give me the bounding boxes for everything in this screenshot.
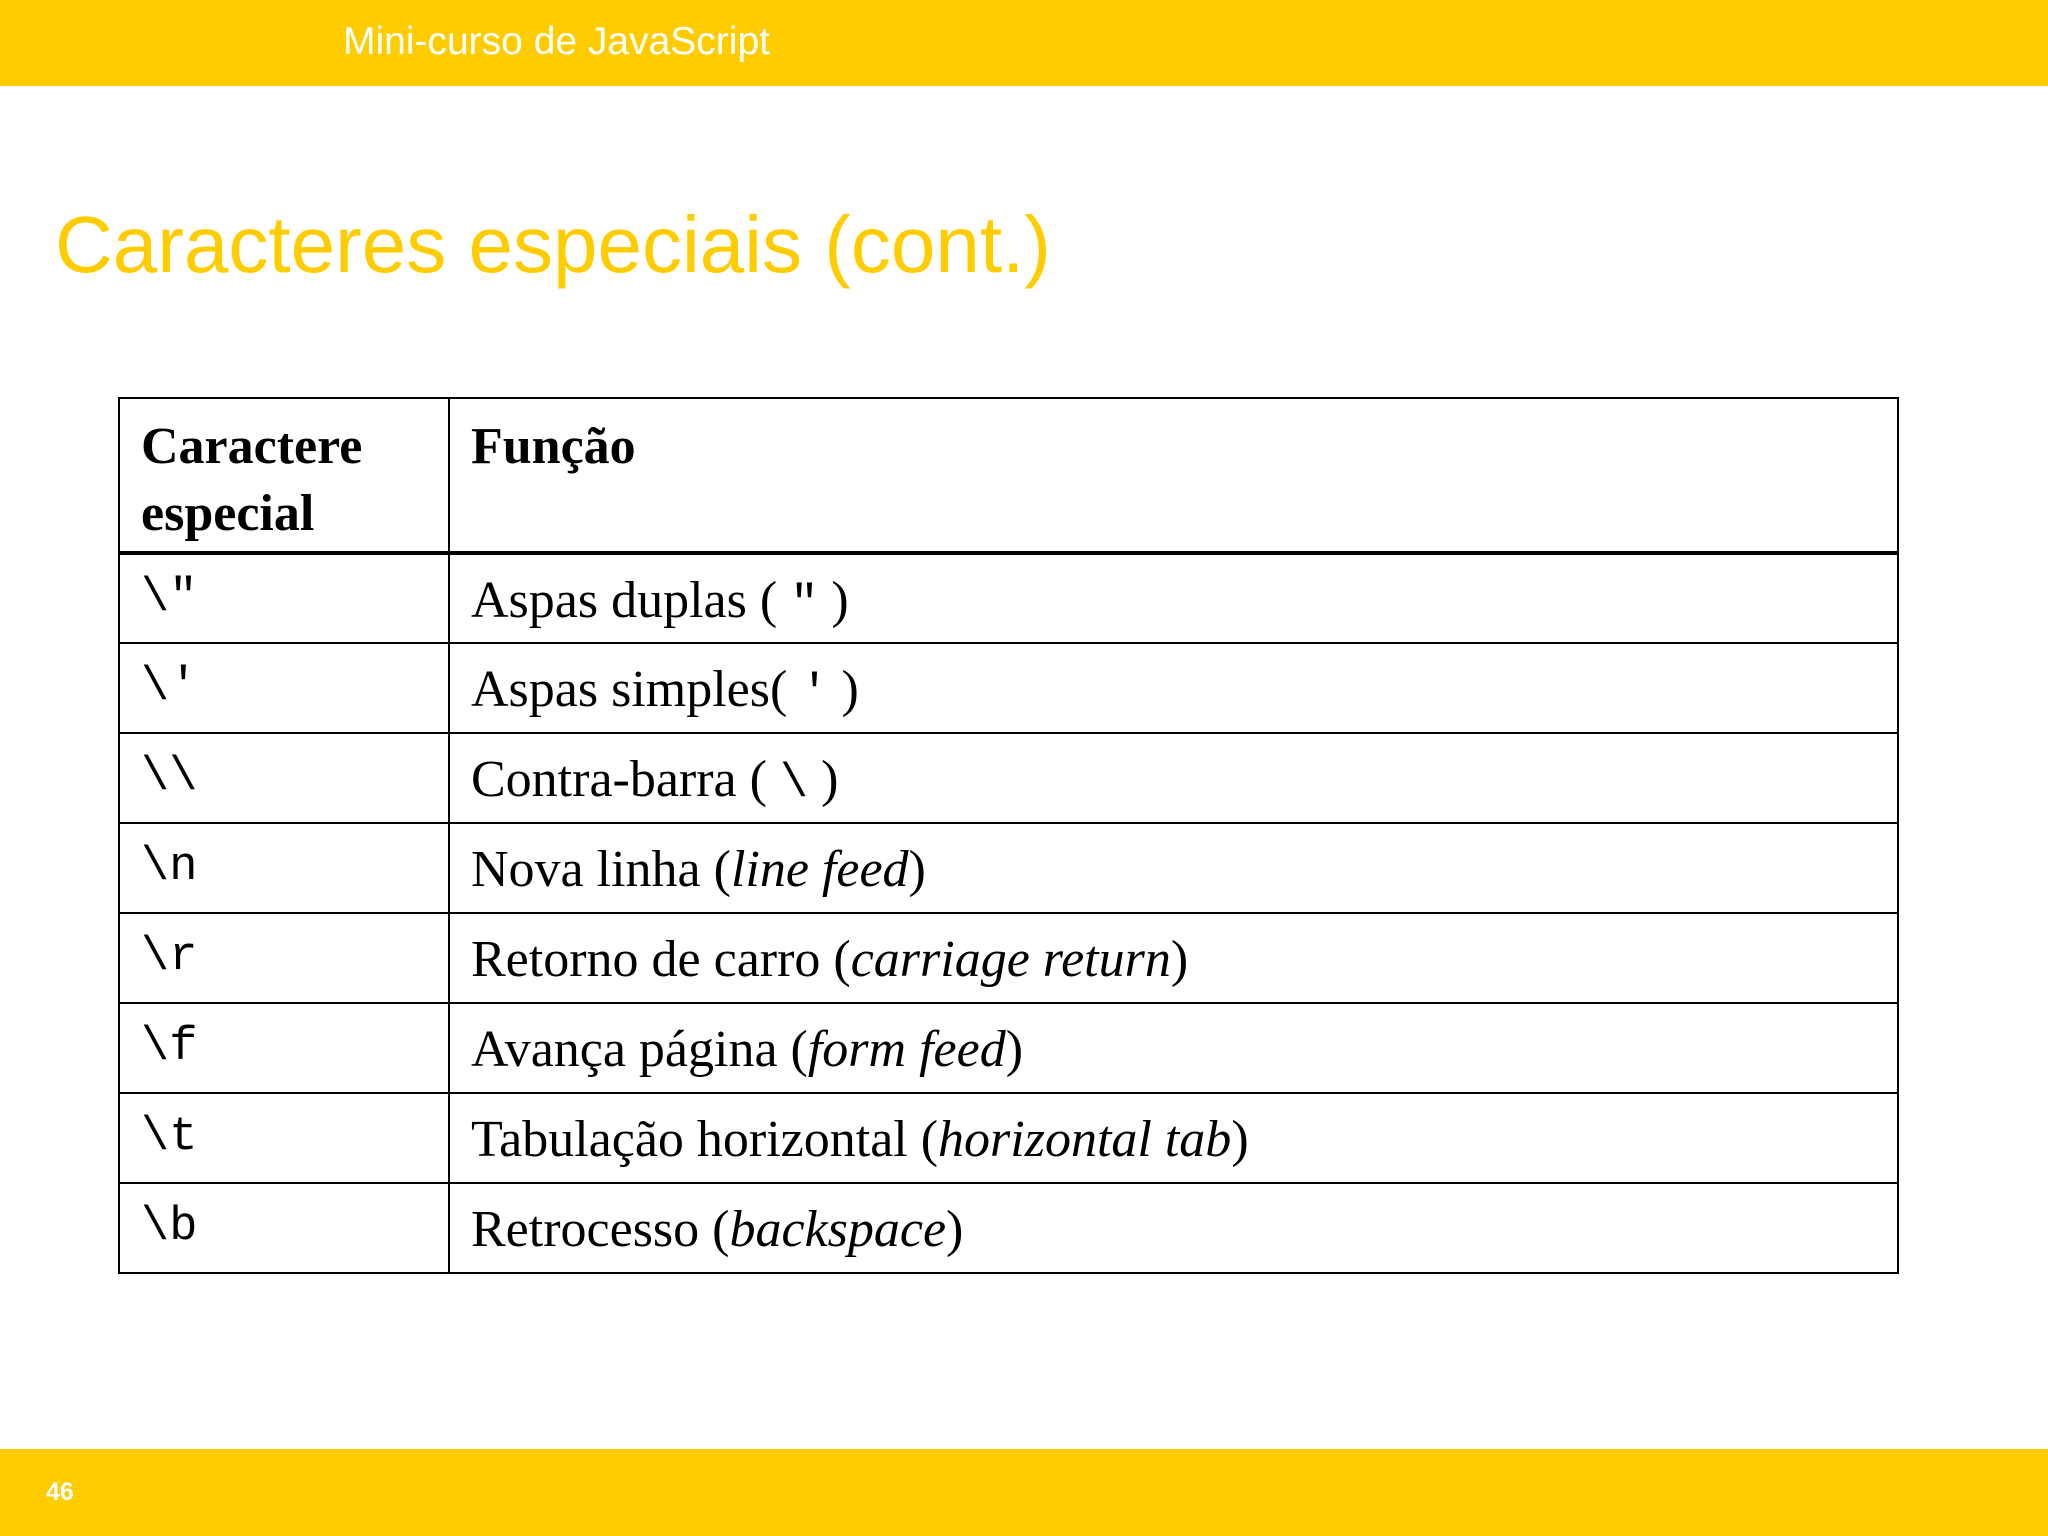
escape-sequence-cell: \\ [119, 733, 449, 823]
function-text: Retorno de carro ( [471, 931, 851, 988]
function-text-end: ) [1005, 1021, 1024, 1078]
column-header-character-line-2: especial [141, 485, 315, 542]
escape-sequence-cell: \n [119, 823, 449, 913]
function-text-end: ) [946, 1201, 964, 1258]
table-row [119, 823, 1898, 913]
function-text-end: ) [808, 751, 839, 808]
function-description-cell [449, 913, 1898, 1003]
special-characters-table [118, 397, 1899, 1274]
column-header-function: Função [449, 398, 1898, 553]
function-text: Retrocesso ( [471, 1201, 730, 1258]
function-text: Aspas simples( [471, 661, 801, 718]
function-text: Aspas duplas ( [471, 572, 791, 629]
column-header-character-line-1: Caractere [141, 418, 363, 475]
function-description-cell [449, 1003, 1898, 1093]
top-banner [0, 0, 2048, 86]
function-description-cell [449, 1183, 1898, 1273]
function-text-end: ) [1231, 1111, 1249, 1168]
function-code-symbol: ' [800, 668, 829, 721]
function-english-term: horizontal tab [938, 1111, 1232, 1168]
function-code-symbol: " [790, 579, 819, 632]
function-code-symbol: \ [779, 758, 809, 811]
function-text: Nova linha ( [471, 841, 731, 898]
slide-title: Caracteres especiais (cont.) [55, 200, 1051, 289]
function-english-term: form feed [807, 1021, 1006, 1078]
escape-sequence-cell: \' [119, 643, 449, 733]
function-description-cell [449, 1093, 1898, 1183]
function-text: Contra-barra ( [471, 751, 780, 808]
escape-sequence-cell: \b [119, 1183, 449, 1273]
function-text-end: ) [828, 661, 859, 718]
function-text: Avança página ( [471, 1021, 808, 1078]
table-row [119, 1183, 1898, 1273]
function-text-end: ) [1170, 931, 1189, 988]
bottom-banner [0, 1449, 2048, 1536]
escape-sequence-cell: \" [119, 553, 449, 643]
page-number: 46 [46, 1478, 74, 1506]
function-text-end: ) [908, 841, 926, 898]
table-row [119, 553, 1898, 643]
escape-sequence-cell: \t [119, 1093, 449, 1183]
function-description-cell [449, 733, 1898, 823]
escape-sequence-cell: \r [119, 913, 449, 1003]
escape-sequence-cell: \f [119, 1003, 449, 1093]
function-english-term: backspace [729, 1201, 947, 1258]
table-row [119, 643, 1898, 733]
table-header-row [119, 398, 1898, 553]
function-english-term: line feed [730, 841, 909, 898]
table-row [119, 733, 1898, 823]
column-header-character [119, 398, 449, 553]
function-description-cell [449, 823, 1898, 913]
table-row [119, 1003, 1898, 1093]
function-description-cell [449, 553, 1898, 643]
function-text-end: ) [818, 572, 849, 629]
function-description-cell [449, 643, 1898, 733]
function-english-term: carriage return [850, 931, 1171, 988]
table-body [119, 553, 1898, 1273]
table-row [119, 1093, 1898, 1183]
course-title: Mini-curso de JavaScript [343, 20, 770, 63]
table-row [119, 913, 1898, 1003]
function-text: Tabulação horizontal ( [471, 1111, 939, 1168]
